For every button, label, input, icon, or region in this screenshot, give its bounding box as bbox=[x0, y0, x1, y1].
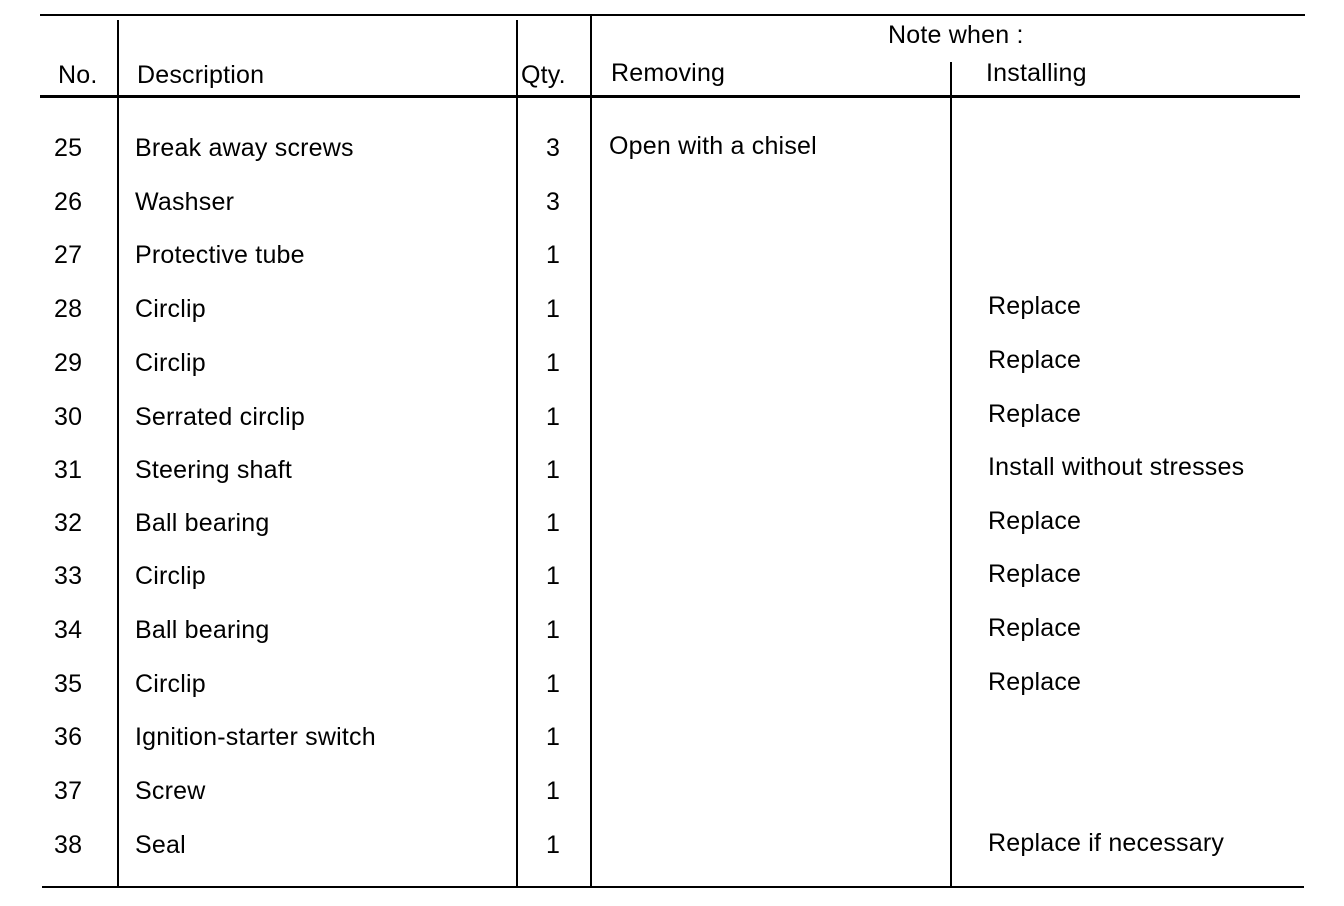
row-installing: Replace bbox=[988, 560, 1082, 588]
row-description: Circlip bbox=[135, 349, 206, 377]
column-divider-description bbox=[516, 20, 518, 888]
row-description: Washser bbox=[135, 188, 235, 216]
row-description: Ball bearing bbox=[135, 616, 270, 644]
header-removing: Removing bbox=[611, 59, 726, 87]
row-description: Circlip bbox=[135, 562, 206, 590]
row-description: Break away screws bbox=[135, 134, 354, 162]
row-no: 26 bbox=[54, 188, 83, 216]
column-divider-removing bbox=[950, 62, 952, 888]
row-description: Serrated circlip bbox=[135, 403, 305, 431]
row-description: Ignition-starter switch bbox=[135, 723, 376, 751]
row-description: Ball bearing bbox=[135, 509, 270, 537]
row-qty: 1 bbox=[545, 777, 561, 805]
header-installing: Installing bbox=[986, 59, 1087, 87]
row-no: 29 bbox=[54, 349, 83, 377]
header-description: Description bbox=[137, 61, 265, 89]
row-removing: Open with a chisel bbox=[609, 132, 817, 160]
row-description: Steering shaft bbox=[135, 456, 293, 484]
row-qty: 1 bbox=[545, 509, 561, 537]
row-no: 25 bbox=[54, 134, 83, 162]
row-qty: 1 bbox=[545, 403, 561, 431]
row-qty: 1 bbox=[545, 456, 561, 484]
row-no: 28 bbox=[54, 295, 83, 323]
row-no: 27 bbox=[54, 241, 83, 269]
row-no: 33 bbox=[54, 562, 83, 590]
row-qty: 1 bbox=[545, 831, 561, 859]
row-installing: Replace bbox=[988, 507, 1082, 535]
row-qty: 1 bbox=[545, 670, 561, 698]
header-no: No. bbox=[58, 61, 98, 89]
row-installing: Install without stresses bbox=[988, 453, 1245, 481]
table-top-border bbox=[40, 14, 1305, 16]
row-no: 30 bbox=[54, 403, 83, 431]
row-no: 31 bbox=[54, 456, 83, 484]
row-no: 32 bbox=[54, 509, 83, 537]
row-description: Screw bbox=[135, 777, 206, 805]
row-description: Circlip bbox=[135, 295, 206, 323]
row-no: 36 bbox=[54, 723, 83, 751]
row-no: 38 bbox=[54, 831, 83, 859]
header-qty: Qty. bbox=[521, 61, 566, 89]
row-qty: 1 bbox=[545, 616, 561, 644]
row-qty: 1 bbox=[545, 562, 561, 590]
row-description: Circlip bbox=[135, 670, 206, 698]
row-qty: 3 bbox=[545, 134, 561, 162]
row-installing: Replace bbox=[988, 400, 1082, 428]
row-qty: 1 bbox=[545, 349, 561, 377]
row-qty: 1 bbox=[545, 295, 561, 323]
column-divider-no bbox=[117, 20, 119, 888]
row-installing: Replace bbox=[988, 614, 1082, 642]
row-qty: 1 bbox=[545, 241, 561, 269]
table-bottom-border bbox=[42, 886, 1304, 888]
row-no: 37 bbox=[54, 777, 83, 805]
row-description: Protective tube bbox=[135, 241, 305, 269]
row-description: Seal bbox=[135, 831, 186, 859]
row-qty: 3 bbox=[545, 188, 561, 216]
row-installing: Replace if necessary bbox=[988, 829, 1225, 857]
header-divider bbox=[40, 95, 1300, 98]
row-no: 34 bbox=[54, 616, 83, 644]
header-note-when: Note when : bbox=[888, 21, 1024, 49]
column-divider-qty bbox=[590, 16, 592, 888]
row-installing: Replace bbox=[988, 668, 1082, 696]
row-installing: Replace bbox=[988, 346, 1082, 374]
row-installing: Replace bbox=[988, 292, 1082, 320]
row-qty: 1 bbox=[545, 723, 561, 751]
row-no: 35 bbox=[54, 670, 83, 698]
